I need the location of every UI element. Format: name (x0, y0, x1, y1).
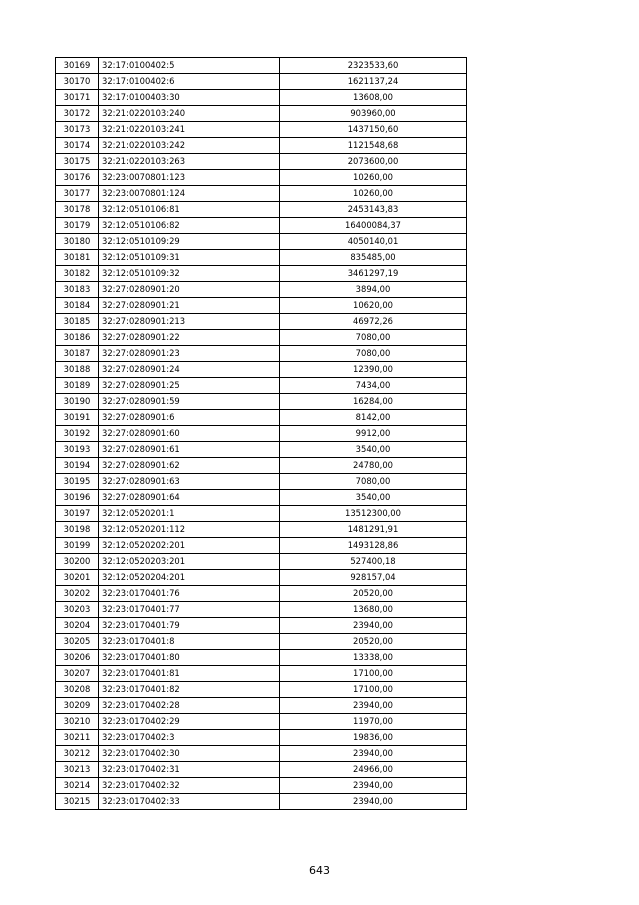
cadastral-value-cell: 23940,00 (280, 794, 467, 810)
row-number-cell: 30197 (56, 506, 99, 522)
table-row (56, 90, 467, 106)
cadastral-value-cell: 1437150,60 (280, 122, 467, 138)
table-row (56, 666, 467, 682)
table-row (56, 410, 467, 426)
cadastral-number-cell: 32:23:0170401:8 (99, 634, 280, 650)
row-number-cell: 30210 (56, 714, 99, 730)
cadastral-number-cell: 32:23:0170402:32 (99, 778, 280, 794)
row-number-cell: 30196 (56, 490, 99, 506)
table-row (56, 554, 467, 570)
cadastral-number-cell: 32:27:0280901:60 (99, 426, 280, 442)
table-row (56, 730, 467, 746)
cadastral-value-cell: 13338,00 (280, 650, 467, 666)
table-row (56, 394, 467, 410)
cadastral-number-cell: 32:27:0280901:59 (99, 394, 280, 410)
cadastral-value-cell: 7434,00 (280, 378, 467, 394)
cadastral-value-cell: 3540,00 (280, 442, 467, 458)
row-number-cell: 30177 (56, 186, 99, 202)
row-number-cell: 30180 (56, 234, 99, 250)
row-number-cell: 30193 (56, 442, 99, 458)
row-number-cell: 30192 (56, 426, 99, 442)
row-number-cell: 30200 (56, 554, 99, 570)
cadastral-number-cell: 32:12:0510109:32 (99, 266, 280, 282)
cadastral-number-cell: 32:12:0520201:112 (99, 522, 280, 538)
cadastral-value-cell: 12390,00 (280, 362, 467, 378)
cadastral-number-cell: 32:12:0520203:201 (99, 554, 280, 570)
cadastral-number-cell: 32:27:0280901:22 (99, 330, 280, 346)
row-number-cell: 30202 (56, 586, 99, 602)
table-row (56, 634, 467, 650)
row-number-cell: 30208 (56, 682, 99, 698)
table-row (56, 762, 467, 778)
cadastral-value-cell: 13512300,00 (280, 506, 467, 522)
table-row (56, 570, 467, 586)
cadastral-number-cell: 32:12:0520202:201 (99, 538, 280, 554)
cadastral-value-cell: 23940,00 (280, 618, 467, 634)
table-row (56, 650, 467, 666)
cadastral-value-cell: 2453143,83 (280, 202, 467, 218)
cadastral-value-cell: 2323533,60 (280, 58, 467, 74)
row-number-cell: 30191 (56, 410, 99, 426)
table-row (56, 234, 467, 250)
row-number-cell: 30203 (56, 602, 99, 618)
table-row (56, 74, 467, 90)
row-number-cell: 30214 (56, 778, 99, 794)
cadastral-number-cell: 32:23:0070801:123 (99, 170, 280, 186)
row-number-cell: 30201 (56, 570, 99, 586)
table-row (56, 602, 467, 618)
table-row (56, 218, 467, 234)
row-number-cell: 30194 (56, 458, 99, 474)
table-row (56, 298, 467, 314)
table-row (56, 426, 467, 442)
cadastral-number-cell: 32:23:0170402:30 (99, 746, 280, 762)
cadastral-number-cell: 32:12:0510109:29 (99, 234, 280, 250)
cadastral-value-cell: 4050140,01 (280, 234, 467, 250)
row-number-cell: 30178 (56, 202, 99, 218)
cadastral-value-cell: 7080,00 (280, 346, 467, 362)
cadastral-value-cell: 928157,04 (280, 570, 467, 586)
cadastral-value-cell: 10260,00 (280, 170, 467, 186)
table-row (56, 458, 467, 474)
cadastral-value-cell: 11970,00 (280, 714, 467, 730)
cadastral-number-cell: 32:23:0170401:76 (99, 586, 280, 602)
row-number-cell: 30206 (56, 650, 99, 666)
cadastral-number-cell: 32:23:0170401:79 (99, 618, 280, 634)
cadastral-value-cell: 2073600,00 (280, 154, 467, 170)
table-row (56, 490, 467, 506)
row-number-cell: 30172 (56, 106, 99, 122)
cadastral-number-cell: 32:23:0170402:3 (99, 730, 280, 746)
cadastral-number-cell: 32:23:0170401:80 (99, 650, 280, 666)
row-number-cell: 30171 (56, 90, 99, 106)
cadastral-number-cell: 32:12:0510106:82 (99, 218, 280, 234)
row-number-cell: 30181 (56, 250, 99, 266)
cadastral-number-cell: 32:23:0170402:28 (99, 698, 280, 714)
cadastral-number-cell: 32:21:0220103:240 (99, 106, 280, 122)
row-number-cell: 30189 (56, 378, 99, 394)
cadastral-number-cell: 32:27:0280901:20 (99, 282, 280, 298)
table-row (56, 250, 467, 266)
cadastral-value-cell: 46972,26 (280, 314, 467, 330)
row-number-cell: 30212 (56, 746, 99, 762)
cadastral-number-cell: 32:27:0280901:25 (99, 378, 280, 394)
page-number: 643 (309, 864, 330, 877)
row-number-cell: 30213 (56, 762, 99, 778)
table-row (56, 58, 467, 74)
cadastral-value-cell: 20520,00 (280, 586, 467, 602)
cadastral-number-cell: 32:21:0220103:242 (99, 138, 280, 154)
cadastral-value-cell: 16284,00 (280, 394, 467, 410)
row-number-cell: 30184 (56, 298, 99, 314)
row-number-cell: 30199 (56, 538, 99, 554)
cadastral-value-cell: 23940,00 (280, 698, 467, 714)
cadastral-number-cell: 32:23:0170402:31 (99, 762, 280, 778)
row-number-cell: 30209 (56, 698, 99, 714)
table-row (56, 618, 467, 634)
cadastral-value-cell: 903960,00 (280, 106, 467, 122)
row-number-cell: 30174 (56, 138, 99, 154)
cadastral-value-cell: 1121548,68 (280, 138, 467, 154)
cadastral-value-cell: 13608,00 (280, 90, 467, 106)
cadastral-value-cell: 3540,00 (280, 490, 467, 506)
cadastral-value-cell: 8142,00 (280, 410, 467, 426)
cadastral-value-cell: 7080,00 (280, 330, 467, 346)
cadastral-value-cell: 3461297,19 (280, 266, 467, 282)
row-number-cell: 30190 (56, 394, 99, 410)
row-number-cell: 30187 (56, 346, 99, 362)
cadastral-value-cell: 13680,00 (280, 602, 467, 618)
cadastral-number-cell: 32:23:0170401:82 (99, 682, 280, 698)
cadastral-value-cell: 9912,00 (280, 426, 467, 442)
row-number-cell: 30182 (56, 266, 99, 282)
table-row (56, 330, 467, 346)
cadastral-number-cell: 32:23:0070801:124 (99, 186, 280, 202)
cadastral-number-cell: 32:27:0280901:21 (99, 298, 280, 314)
table-row (56, 378, 467, 394)
cadastral-value-cell: 1493128,86 (280, 538, 467, 554)
table-row (56, 778, 467, 794)
cadastral-number-cell: 32:12:0520204:201 (99, 570, 280, 586)
cadastral-number-cell: 32:27:0280901:213 (99, 314, 280, 330)
table-row (56, 586, 467, 602)
row-number-cell: 30205 (56, 634, 99, 650)
cadastral-value-cell: 23940,00 (280, 778, 467, 794)
table-row (56, 186, 467, 202)
cadastral-value-cell: 17100,00 (280, 666, 467, 682)
cadastral-value-cell: 1481291,91 (280, 522, 467, 538)
cadastral-value-cell: 24780,00 (280, 458, 467, 474)
row-number-cell: 30179 (56, 218, 99, 234)
cadastral-number-cell: 32:27:0280901:24 (99, 362, 280, 378)
table-row (56, 138, 467, 154)
cadastral-number-cell: 32:12:0510106:81 (99, 202, 280, 218)
cadastral-number-cell: 32:27:0280901:64 (99, 490, 280, 506)
table-row (56, 170, 467, 186)
cadastral-value-cell: 3894,00 (280, 282, 467, 298)
cadastral-value-cell: 17100,00 (280, 682, 467, 698)
cadastral-number-cell: 32:27:0280901:63 (99, 474, 280, 490)
cadastral-number-cell: 32:27:0280901:23 (99, 346, 280, 362)
table-body (56, 58, 467, 810)
cadastral-number-cell: 32:23:0170401:81 (99, 666, 280, 682)
table-row (56, 538, 467, 554)
table-row (56, 506, 467, 522)
cadastral-number-cell: 32:17:0100402:6 (99, 74, 280, 90)
table-row (56, 346, 467, 362)
cadastral-number-cell: 32:17:0100403:30 (99, 90, 280, 106)
row-number-cell: 30195 (56, 474, 99, 490)
table-row (56, 442, 467, 458)
cadastral-number-cell: 32:27:0280901:61 (99, 442, 280, 458)
row-number-cell: 30183 (56, 282, 99, 298)
table-row (56, 362, 467, 378)
row-number-cell: 30204 (56, 618, 99, 634)
row-number-cell: 30198 (56, 522, 99, 538)
row-number-cell: 30169 (56, 58, 99, 74)
cadastral-value-cell: 24966,00 (280, 762, 467, 778)
row-number-cell: 30188 (56, 362, 99, 378)
table-row (56, 474, 467, 490)
table-row (56, 266, 467, 282)
table-row (56, 282, 467, 298)
cadastral-value-cell: 10260,00 (280, 186, 467, 202)
cadastral-value-cell: 16400084,37 (280, 218, 467, 234)
row-number-cell: 30207 (56, 666, 99, 682)
cadastral-value-table (55, 57, 467, 810)
cadastral-value-cell: 23940,00 (280, 746, 467, 762)
table-row (56, 682, 467, 698)
row-number-cell: 30173 (56, 122, 99, 138)
cadastral-value-cell: 527400,18 (280, 554, 467, 570)
table-row (56, 522, 467, 538)
row-number-cell: 30211 (56, 730, 99, 746)
cadastral-value-cell: 20520,00 (280, 634, 467, 650)
table-row (56, 714, 467, 730)
table-row (56, 106, 467, 122)
table-row (56, 794, 467, 810)
table-row (56, 314, 467, 330)
cadastral-value-cell: 19836,00 (280, 730, 467, 746)
cadastral-value-cell: 7080,00 (280, 474, 467, 490)
table-row (56, 202, 467, 218)
cadastral-number-cell: 32:17:0100402:5 (99, 58, 280, 74)
row-number-cell: 30186 (56, 330, 99, 346)
row-number-cell: 30176 (56, 170, 99, 186)
cadastral-number-cell: 32:12:0510109:31 (99, 250, 280, 266)
table-row (56, 746, 467, 762)
row-number-cell: 30170 (56, 74, 99, 90)
cadastral-value-cell: 10620,00 (280, 298, 467, 314)
table-row (56, 698, 467, 714)
cadastral-number-cell: 32:23:0170402:33 (99, 794, 280, 810)
row-number-cell: 30185 (56, 314, 99, 330)
cadastral-number-cell: 32:12:0520201:1 (99, 506, 280, 522)
table-row (56, 154, 467, 170)
cadastral-number-cell: 32:21:0220103:241 (99, 122, 280, 138)
table-row (56, 122, 467, 138)
row-number-cell: 30175 (56, 154, 99, 170)
cadastral-number-cell: 32:27:0280901:62 (99, 458, 280, 474)
cadastral-value-cell: 835485,00 (280, 250, 467, 266)
cadastral-number-cell: 32:23:0170401:77 (99, 602, 280, 618)
cadastral-number-cell: 32:27:0280901:6 (99, 410, 280, 426)
cadastral-number-cell: 32:21:0220103:263 (99, 154, 280, 170)
cadastral-number-cell: 32:23:0170402:29 (99, 714, 280, 730)
cadastral-value-cell: 1621137,24 (280, 74, 467, 90)
row-number-cell: 30215 (56, 794, 99, 810)
